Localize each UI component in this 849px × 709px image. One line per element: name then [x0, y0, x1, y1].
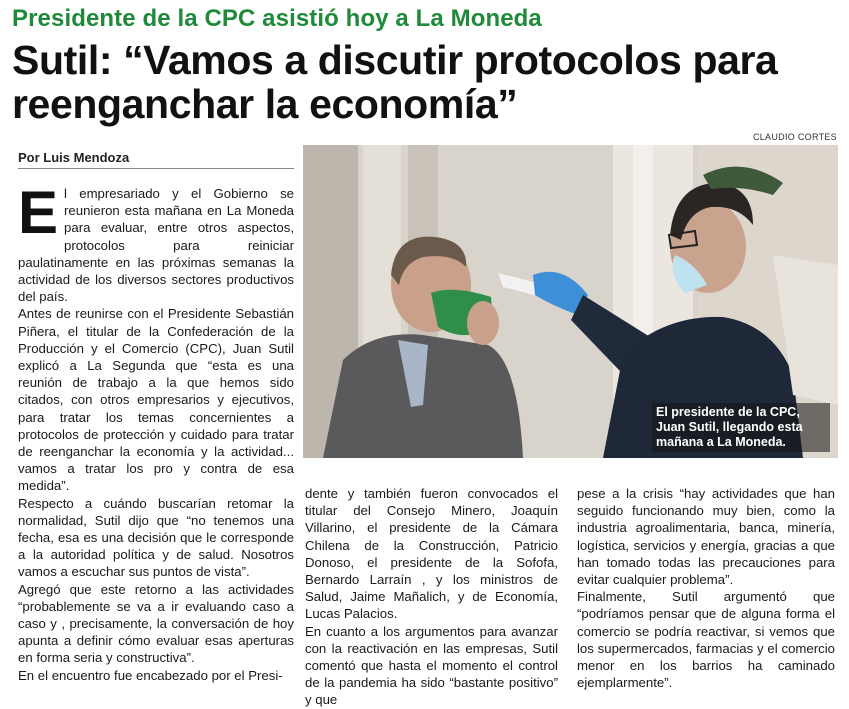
paragraph: dente y también fueron convocados el titular del Consejo Minero, Joaquín Villarino, el presidente de la Cámara Chilena de la Construcción, Patricio Donoso, el presidente de la Sofofa, Bernardo Larraín , y los ministros de Salud, Jaime Mañalich, y de Economía, Lucas Palacios.	[305, 486, 558, 622]
paragraph: En cuanto a los argumentos para avanzar con la reactivación en las empresas, Sutil comentó que hasta el momento el control de la pandemia ha sido “bastante positivo” y que	[305, 623, 558, 708]
photo-caption: El presidente de la CPC, Juan Sutil, llegando esta mañana a La Moneda.	[652, 403, 830, 452]
paragraph: Finalmente, Sutil argumentó que “podríamos pensar que de alguna forma el comercio se podría reactivar, si vemos que los supermercados, farmacias y el comercio menor en los barrios ha caminado ejemplarmente”.	[577, 589, 835, 691]
article-column-2	[305, 485, 558, 709]
byline: Por Luis Mendoza	[18, 150, 130, 165]
paragraph: Agregó que este retorno a las actividades “probablemente se va a ir evaluando caso a caso y , precisamente, la conversación de hoy apunta a definir cómo evaluar esas aperturas en forma seria y constructiva”.	[18, 581, 294, 666]
byline-rule	[18, 168, 294, 169]
paragraph: Respecto a cuándo buscarían retomar la normalidad, Sutil dijo que “no tenemos una fecha, esa es una decisión que le corresponde a la autoridad política y de salud. Nosotros vamos a escuchar sus puntos de vista”.	[18, 495, 294, 580]
paragraph: Antes de reunirse con el Presidente Sebastián Piñera, el titular de la Confederación de la Producción y el Comercio (CPC), Juan Sutil explicó a La Segunda que “esta es una reunión de trabajo a la que hemos sido citados, con otros empresarios y ejecutivos, para tratar los temas concernientes a protocolos de protección y cuidado para tratar de reenganchar la economía y la actividad... vamos a tratar los pro y contra de esa medida”.	[18, 306, 294, 494]
article-photo	[303, 145, 838, 458]
lead-paragraph-text: l empresariado y el Gobierno se reunieron esta mañana en La Moneda para evaluar, entre otros aspectos, protocolos para reiniciar paulatinamente en las próximas semanas la actividad de los diversos sectores productivos del país.	[18, 186, 294, 305]
paragraph: En el encuentro fue encabezado por el Presi-	[18, 667, 283, 683]
article-kicker: Presidente de la CPC asistió hoy a La Moneda	[12, 5, 542, 32]
photo-credit: CLAUDIO CORTES	[752, 132, 837, 142]
paragraph: pese a la crisis “hay actividades que han seguido funcionando muy bien, como la industria agroalimentaria, banca, minería, logística, servicios y energía, gracias a que han tomado todas las precauciones para evitar cualquier problema”.	[577, 486, 835, 588]
article-column-1	[18, 179, 294, 684]
drop-cap: E	[18, 179, 59, 246]
article-column-3	[577, 485, 835, 691]
article-headline: Sutil: “Vamos a discutir protocolos para reenganchar la economía”	[12, 37, 778, 127]
lead-paragraph	[18, 179, 294, 305]
